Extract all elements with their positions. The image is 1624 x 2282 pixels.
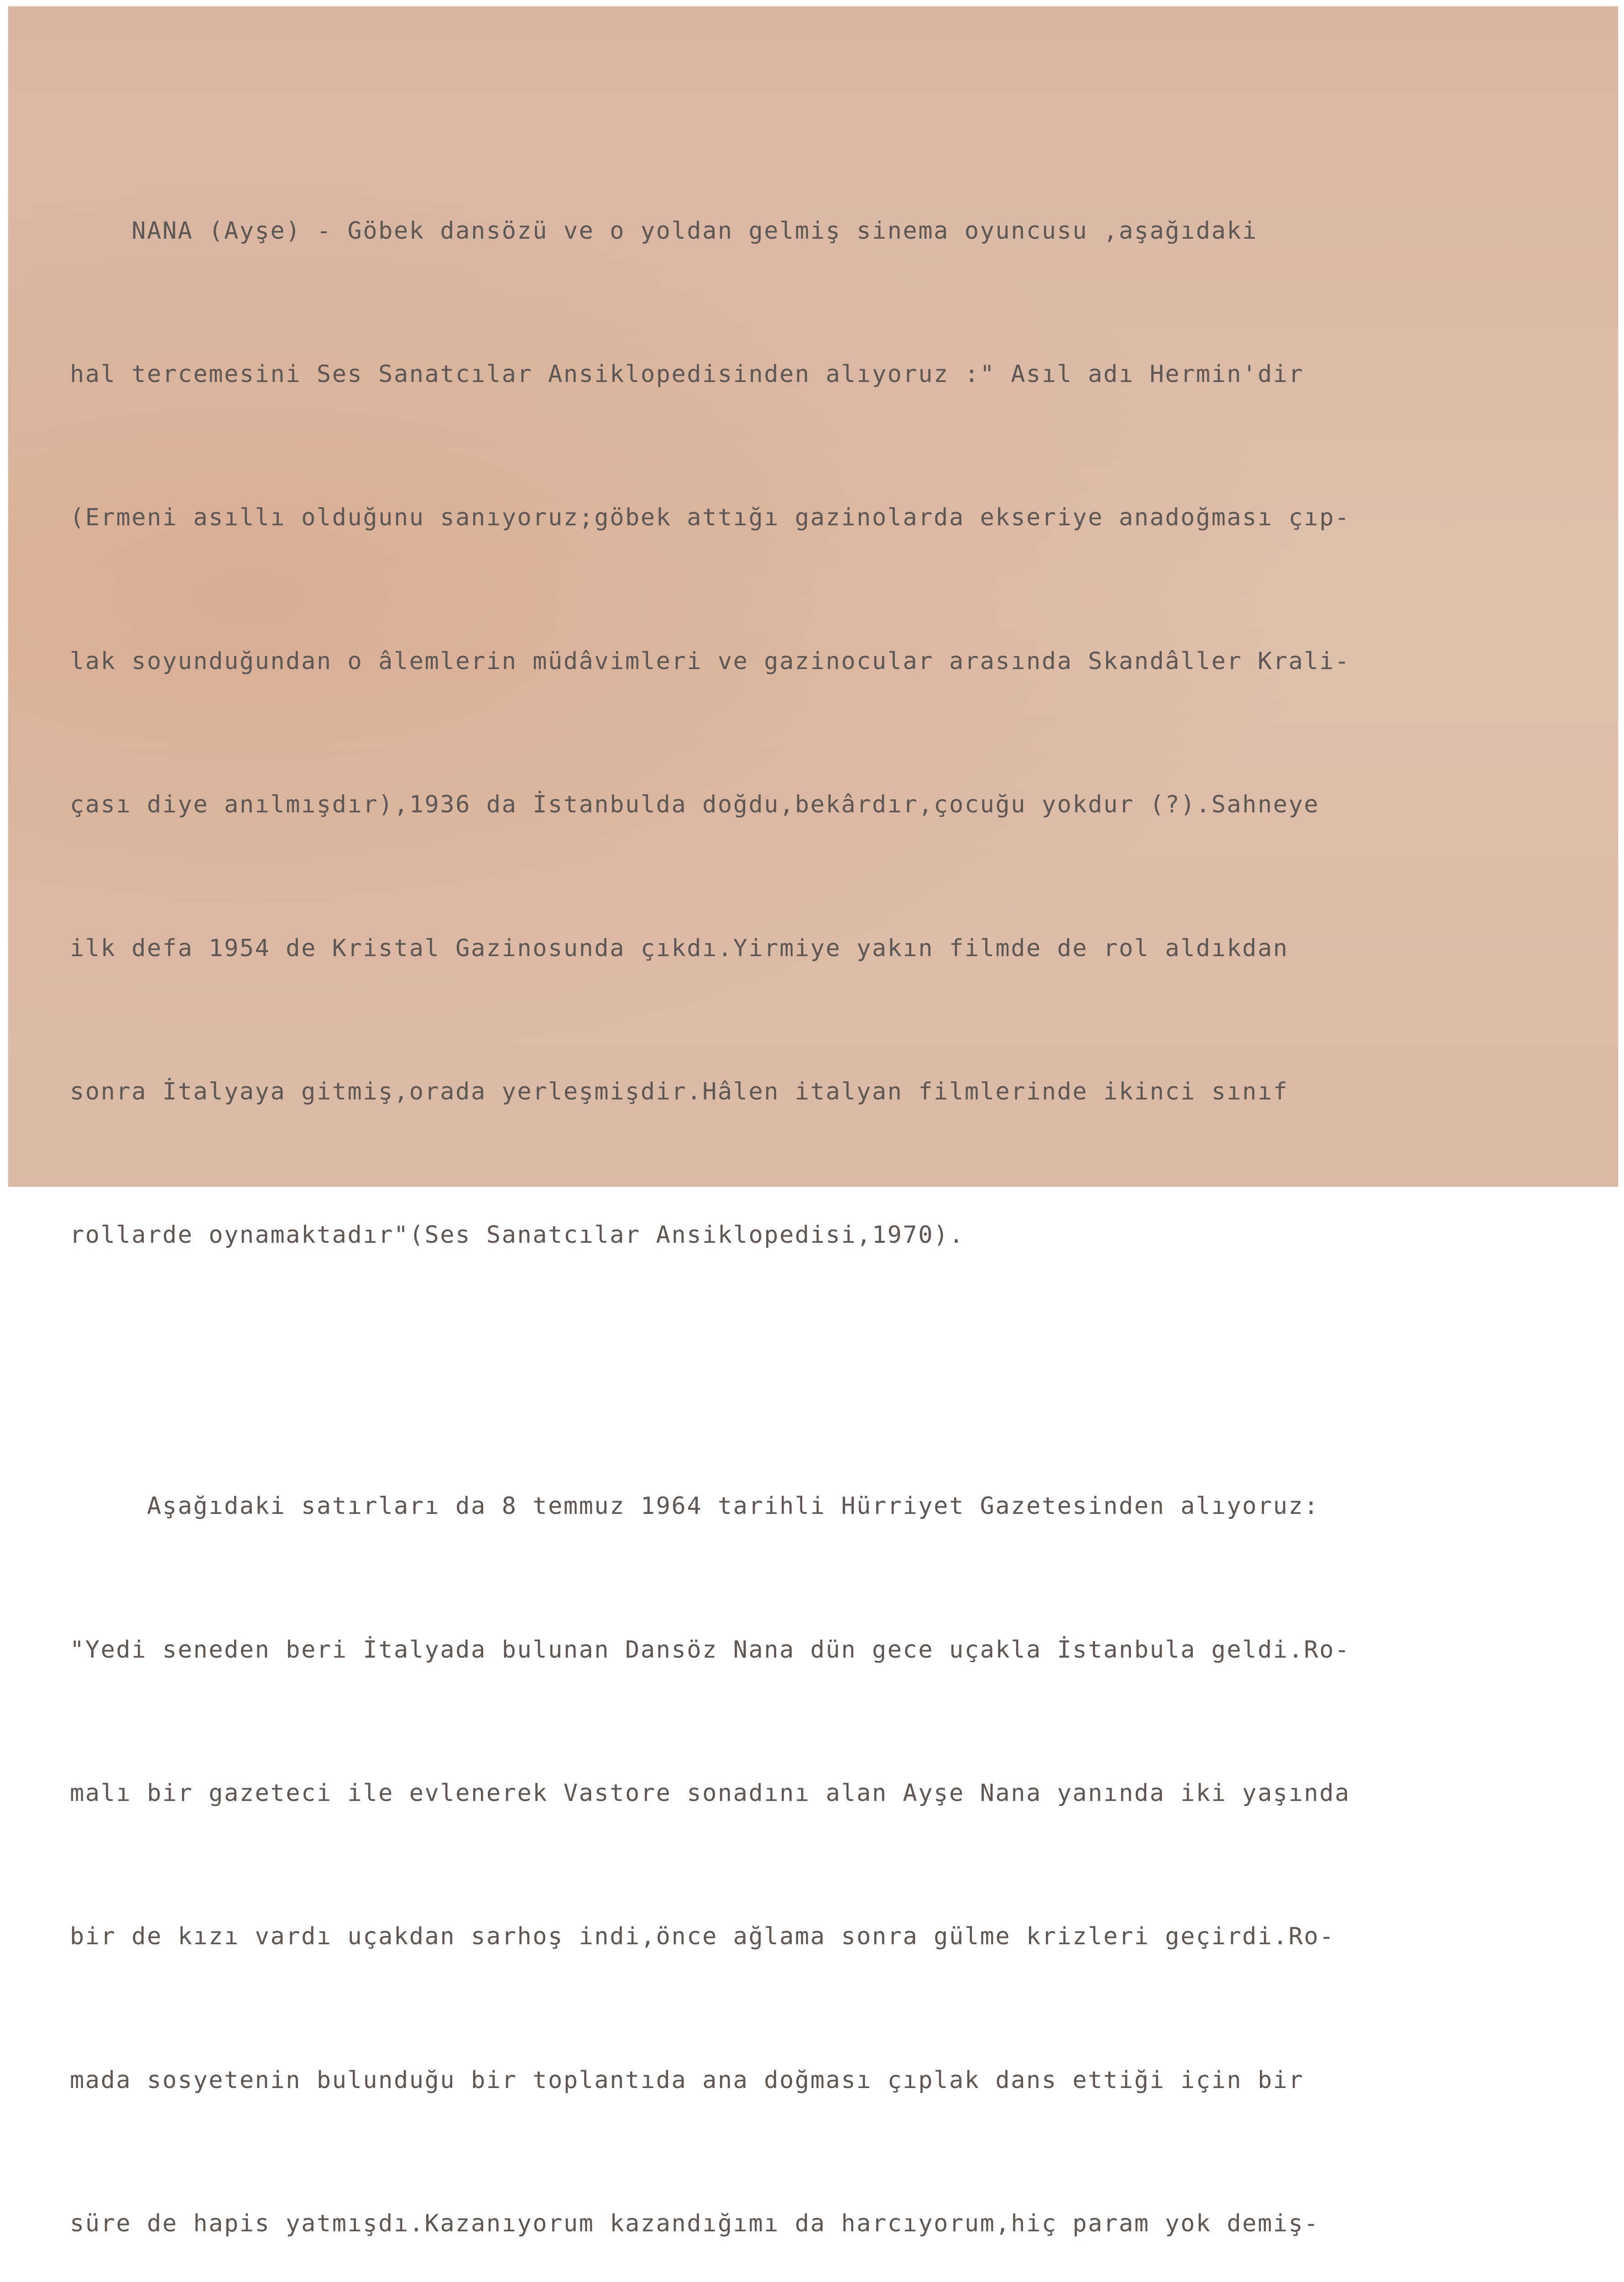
text-line: çası diye anılmışdır),1936 da İstanbulda doğdu,bekârdır,çocuğu yokdur (?).Sahneye: [70, 791, 1320, 819]
text-line: hal tercemesini Ses Sanatcılar Ansiklopedisinden alıyoruz :" Asıl adı Hermin'dir: [70, 360, 1304, 388]
text-line: NANA (Ayşe) - Göbek dansözü ve o yoldan gelmiş sinema oyuncusu ,aşağıdaki: [70, 217, 1258, 245]
text-line: malı bir gazeteci ile evlenerek Vastore sonadını alan Ayşe Nana yanında iki yaşında: [70, 1780, 1350, 1807]
text-line: rollarde oynamaktadır"(Ses Sanatcılar Ansiklopedisi,1970).: [70, 1221, 965, 1249]
text-line: "Yedi seneden beri İtalyada bulunan Dansöz Nana dün gece uçakla İstanbula geldi.Ro-: [70, 1636, 1350, 1664]
text-line: (Ermeni asıllı olduğunu sanıyoruz;göbek attığı gazinolarda ekseriye anadoğması çıp-: [70, 504, 1350, 532]
text-line: bir de kızı vardı uçakdan sarhoş indi,önce ağlama sonra gülme krizleri geçirdi.Ro-: [70, 1923, 1335, 1951]
text-line: süre de hapis yatmışdı.Kazanıyorum kazandığımı da harcıyorum,hiç param yok demiş-: [70, 2210, 1320, 2238]
text-line: Aşağıdaki satırları da 8 temmuz 1964 tarihli Hürriyet Gazetesinden alıyoruz:: [70, 1492, 1320, 1520]
text-line: sonra İtalyaya gitmiş,orada yerleşmişdir.Hâlen italyan filmlerinde ikinci sınıf: [70, 1078, 1289, 1105]
text-line: ilk defa 1954 de Kristal Gazinosunda çıkdı.Yirmiye yakın filmde de rol aldıkdan: [70, 934, 1289, 962]
document-body: [70, 111, 1624, 2282]
typewritten-sheet: [8, 6, 1618, 2238]
paragraph-gap: [77, 1355, 1624, 1387]
text-line: mada sosyetenin bulunduğu bir toplantıda ana doğması çıplak dans ettiği için bir: [70, 2066, 1304, 2094]
text-line: lak soyunduğundan o âlemlerin müdâvimleri ve gazinocular arasında Skandâller Krali-: [70, 647, 1350, 675]
